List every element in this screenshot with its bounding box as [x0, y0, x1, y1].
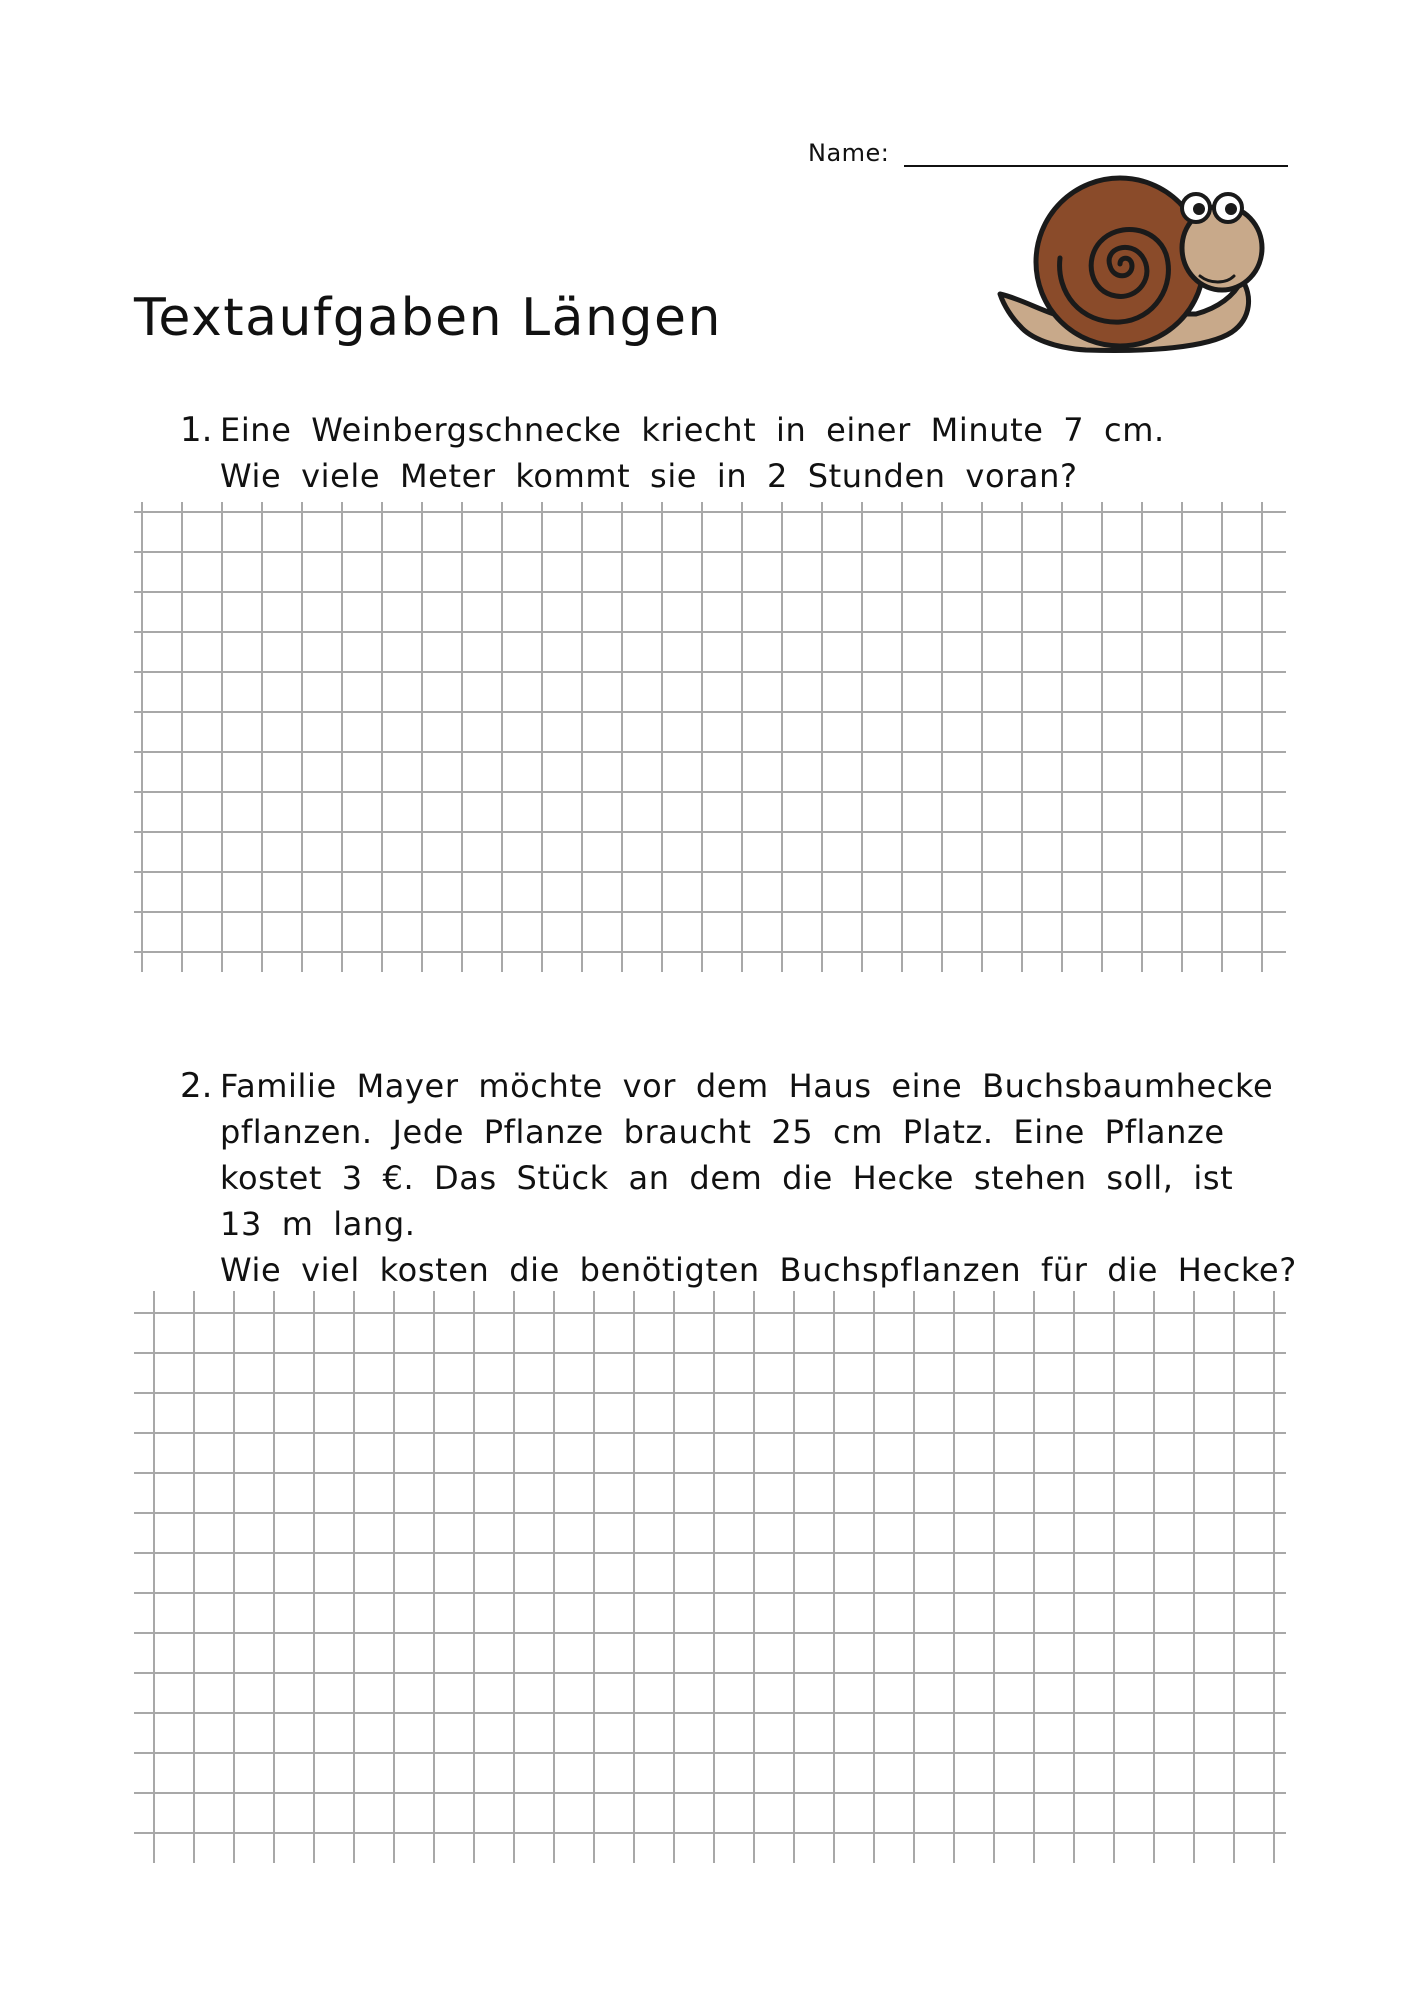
task-2 — [180, 1063, 1297, 1303]
grid-lines — [134, 502, 1286, 972]
task-number: 2. — [180, 1066, 213, 1106]
task-text — [220, 1063, 1297, 1293]
task-line: Wie viele Meter kommt sie in 2 Stunden voran? — [220, 457, 1078, 495]
task-line: pflanzen. Jede Pflanze braucht 25 cm Platz. Eine Pflanze — [220, 1113, 1225, 1151]
grid-lines — [134, 1291, 1286, 1863]
name-underline[interactable] — [904, 165, 1288, 167]
task-1 — [180, 407, 1240, 507]
name-field[interactable] — [808, 136, 1288, 170]
answer-grid-1[interactable] — [134, 502, 1286, 972]
answer-grid-2[interactable] — [134, 1291, 1286, 1863]
task-line: Familie Mayer möchte vor dem Haus eine Buchsbaumhecke — [220, 1067, 1274, 1105]
task-text — [220, 407, 1240, 499]
task-number: 1. — [180, 410, 213, 450]
page-title: Textaufgaben Längen — [134, 288, 722, 348]
task-line: Eine Weinbergschnecke kriecht in einer Minute 7 cm. — [220, 411, 1165, 449]
name-label: Name: — [808, 139, 890, 167]
snail-icon — [996, 168, 1280, 364]
task-line: 13 m lang. — [220, 1205, 416, 1243]
task-line: Wie viel kosten die benötigten Buchspflanzen für die Hecke? — [220, 1251, 1297, 1289]
task-line: kostet 3 €. Das Stück an dem die Hecke stehen soll, ist — [220, 1159, 1234, 1197]
